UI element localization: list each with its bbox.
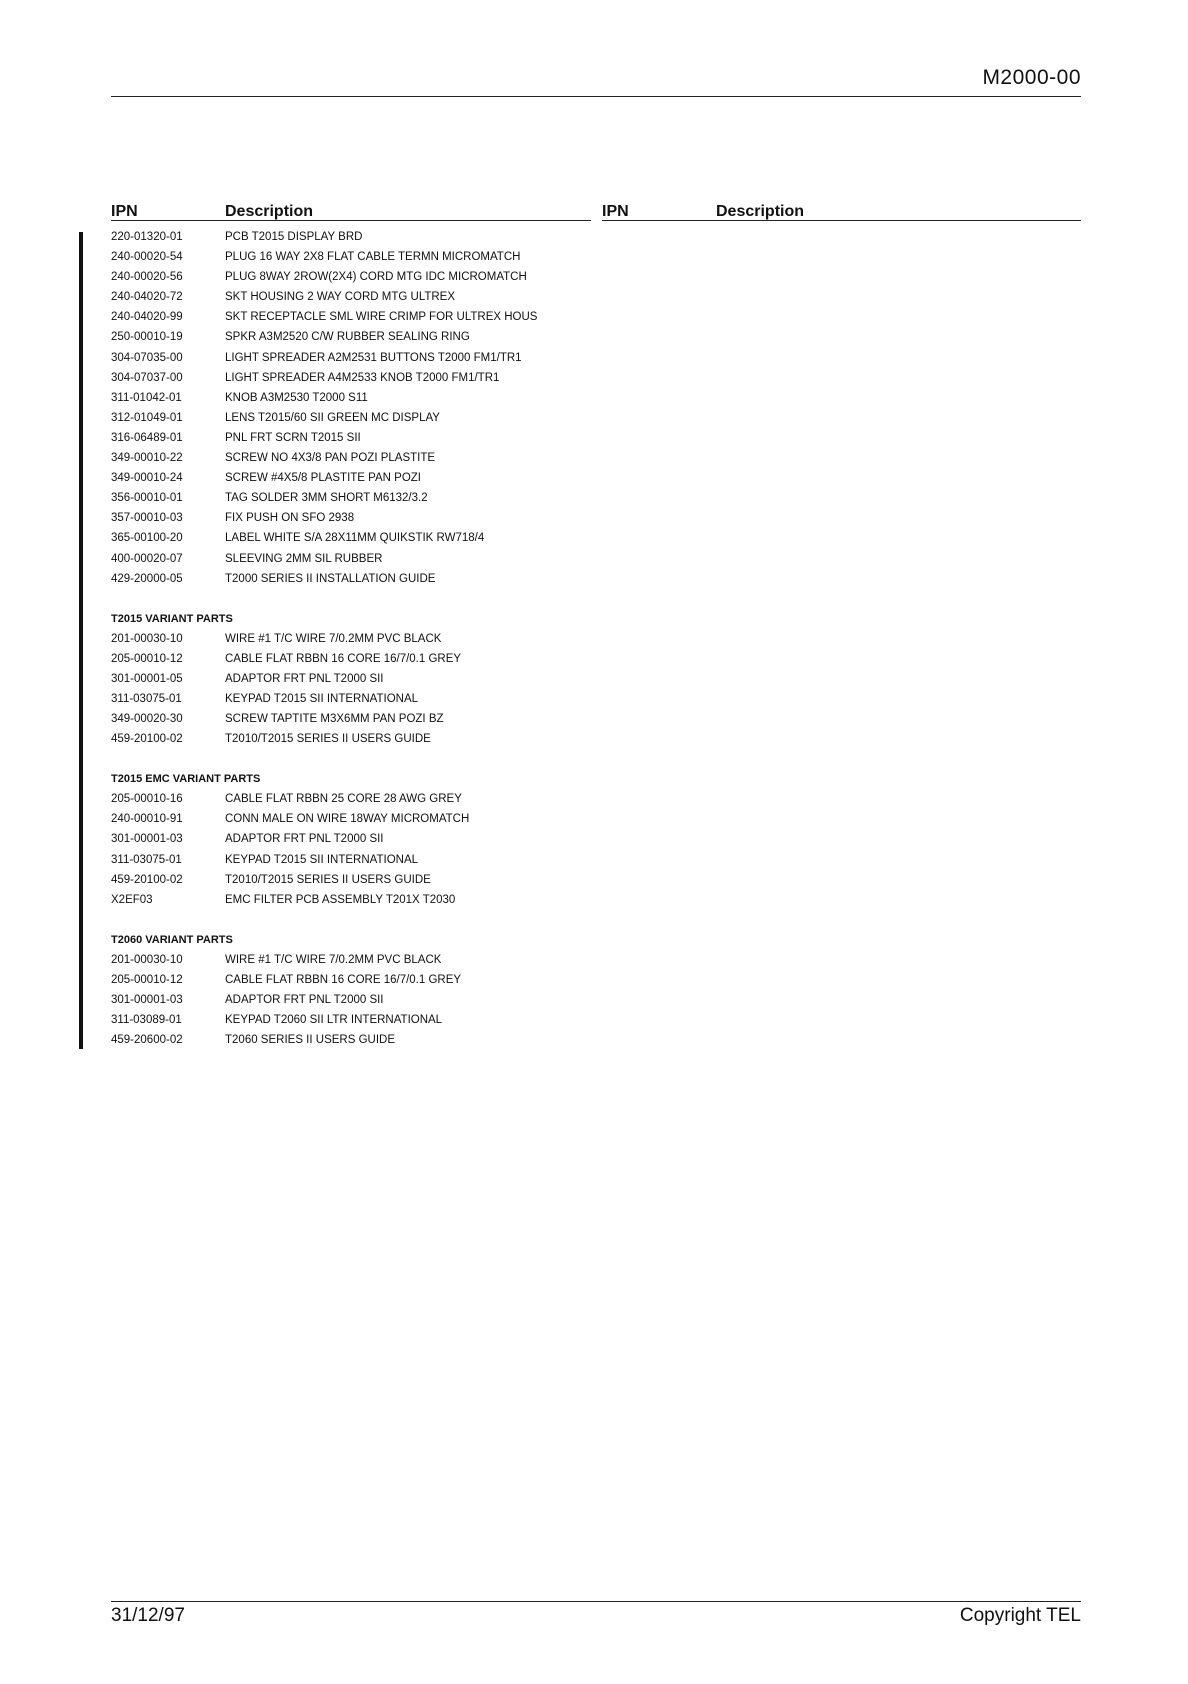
table-row: [111, 990, 591, 1010]
part-description: PNL FRT SCRN T2015 SII: [225, 431, 361, 444]
table-row: [111, 488, 591, 508]
table-row: [111, 569, 591, 589]
table-row: [111, 368, 591, 388]
table-row: [111, 468, 591, 488]
part-ipn: 311-03075-01: [111, 692, 182, 705]
part-ipn: 240-04020-72: [111, 291, 183, 304]
part-description: SCREW #4X5/8 PLASTITE PAN POZI: [225, 472, 421, 485]
part-description: PLUG 16 WAY 2X8 FLAT CABLE TERMN MICROMATCH: [225, 251, 521, 264]
part-ipn: 349-00020-30: [111, 713, 183, 726]
part-ipn: 201-00030-10: [111, 953, 183, 966]
table-row: [111, 729, 591, 749]
table-row: [111, 1030, 591, 1050]
part-ipn: 304-07037-00: [111, 371, 183, 384]
part-ipn: 205-00010-12: [111, 973, 183, 986]
part-description: KNOB A3M2530 T2000 S11: [225, 391, 368, 404]
part-description: PCB T2015 DISPLAY BRD: [225, 231, 363, 243]
table-row: [111, 448, 591, 468]
part-ipn: 311-01042-01: [111, 391, 182, 404]
part-ipn: 311-03075-01: [111, 853, 182, 866]
part-description: PLUG 8WAY 2ROW(2X4) CORD MTG IDC MICROMATCH: [225, 271, 527, 284]
header-rule: [111, 96, 1081, 97]
table-row: [111, 890, 591, 910]
part-ipn: 311-03089-01: [111, 1014, 182, 1027]
table-row: [111, 549, 591, 569]
part-description: WIRE #1 T/C WIRE 7/0.2MM PVC BLACK: [225, 953, 442, 966]
table-row: [111, 950, 591, 970]
table-row: [111, 428, 591, 448]
part-ipn: 356-00010-01: [111, 492, 183, 505]
left-description-heading: Description: [225, 203, 314, 220]
part-description: CABLE FLAT RBBN 25 CORE 28 AWG GREY: [225, 793, 462, 806]
part-ipn: 316-06489-01: [111, 431, 183, 444]
part-ipn: 250-00010-19: [111, 331, 183, 344]
revision-change-bar: [79, 232, 83, 1049]
part-description: LIGHT SPREADER A2M2531 BUTTONS T2000 FM1/TR1: [225, 351, 522, 364]
table-row: [111, 850, 591, 870]
part-ipn: X2EF03: [111, 893, 153, 906]
part-ipn: 459-20600-02: [111, 1034, 183, 1047]
table-row: [111, 348, 591, 368]
part-description: KEYPAD T2015 SII INTERNATIONAL: [225, 853, 419, 866]
part-description: CABLE FLAT RBBN 16 CORE 16/7/0.1 GREY: [225, 652, 462, 665]
part-description: SCREW NO 4X3/8 PAN POZI PLASTITE: [225, 452, 436, 465]
part-description: LABEL WHITE S/A 28X11MM QUIKSTIK RW718/4: [225, 532, 485, 545]
part-description: ADAPTOR FRT PNL T2000 SII: [225, 833, 384, 846]
table-row: [111, 267, 591, 287]
table-row: [111, 227, 591, 247]
part-description: SKT RECEPTACLE SML WIRE CRIMP FOR ULTREX HOUS: [225, 311, 538, 324]
part-description: T2000 SERIES II INSTALLATION GUIDE: [225, 572, 436, 585]
parts-list: [111, 227, 591, 1050]
table-row: [111, 528, 591, 548]
part-ipn: 459-20100-02: [111, 873, 183, 886]
part-ipn: 240-04020-99: [111, 311, 183, 324]
right-heading-rule: [602, 220, 1081, 221]
part-description: CONN MALE ON WIRE 18WAY MICROMATCH: [225, 813, 470, 826]
part-description: SLEEVING 2MM SIL RUBBER: [225, 552, 383, 565]
part-ipn: 301-00001-03: [111, 994, 183, 1006]
part-description: ADAPTOR FRT PNL T2000 SII: [225, 994, 384, 1006]
part-description: T2010/T2015 SERIES II USERS GUIDE: [225, 873, 431, 886]
part-description: SCREW TAPTITE M3X6MM PAN POZI BZ: [225, 713, 444, 726]
section-title: T2060 VARIANT PARTS: [111, 933, 233, 946]
table-row: [111, 809, 591, 829]
table-row: [111, 247, 591, 267]
footer-rule: [111, 1601, 1081, 1602]
table-row: [111, 870, 591, 890]
part-ipn: 349-00010-22: [111, 452, 183, 465]
part-ipn: 304-07035-00: [111, 351, 183, 364]
part-ipn: 400-00020-07: [111, 552, 183, 565]
right-description-heading: Description: [716, 203, 805, 220]
part-ipn: 301-00001-03: [111, 833, 183, 846]
section-title: T2015 VARIANT PARTS: [111, 612, 233, 625]
part-description: KEYPAD T2060 SII LTR INTERNATIONAL: [225, 1014, 443, 1027]
table-row: [111, 408, 591, 428]
section-title: T2015 EMC VARIANT PARTS: [111, 773, 261, 786]
document-number: M2000-00: [982, 66, 1081, 89]
part-ipn: 201-00030-10: [111, 632, 183, 645]
table-row: [111, 327, 591, 347]
part-ipn: 205-00010-16: [111, 793, 183, 806]
left-ipn-heading: IPN: [111, 203, 138, 220]
table-row: [111, 508, 591, 528]
table-row: [111, 829, 591, 849]
part-description: KEYPAD T2015 SII INTERNATIONAL: [225, 692, 419, 705]
part-ipn: 459-20100-02: [111, 733, 183, 746]
table-row: [111, 1010, 591, 1030]
footer-copyright: Copyright TEL: [959, 1605, 1081, 1626]
table-row: [111, 629, 591, 649]
part-description: ADAPTOR FRT PNL T2000 SII: [225, 672, 384, 685]
part-ipn: 365-00100-20: [111, 532, 183, 545]
table-row: [111, 287, 591, 307]
table-row: [111, 689, 591, 709]
part-description: LIGHT SPREADER A4M2533 KNOB T2000 FM1/TR1: [225, 371, 500, 384]
part-description: CABLE FLAT RBBN 16 CORE 16/7/0.1 GREY: [225, 973, 462, 986]
part-ipn: 240-00020-56: [111, 271, 183, 284]
part-description: T2060 SERIES II USERS GUIDE: [225, 1034, 396, 1047]
table-row: [111, 388, 591, 408]
right-ipn-heading: IPN: [602, 203, 629, 220]
part-ipn: 312-01049-01: [111, 411, 183, 424]
part-description: SKT HOUSING 2 WAY CORD MTG ULTREX: [225, 291, 456, 304]
table-row: [111, 307, 591, 327]
part-description: T2010/T2015 SERIES II USERS GUIDE: [225, 733, 431, 746]
footer-date: 31/12/97: [111, 1605, 185, 1626]
part-ipn: 240-00020-54: [111, 251, 183, 264]
table-row: [111, 789, 591, 809]
part-ipn: 357-00010-03: [111, 512, 183, 525]
table-row: [111, 649, 591, 669]
part-ipn: 349-00010-24: [111, 472, 183, 485]
table-row: [111, 970, 591, 990]
table-row: [111, 669, 591, 689]
part-description: TAG SOLDER 3MM SHORT M6132/3.2: [225, 492, 428, 505]
part-description: LENS T2015/60 SII GREEN MC DISPLAY: [225, 411, 440, 424]
part-ipn: 301-00001-05: [111, 672, 183, 685]
part-ipn: 240-00010-91: [111, 813, 183, 826]
part-description: FIX PUSH ON SFO 2938: [225, 512, 355, 525]
part-ipn: 429-20000-05: [111, 572, 183, 585]
part-description: WIRE #1 T/C WIRE 7/0.2MM PVC BLACK: [225, 632, 442, 645]
part-ipn: 205-00010-12: [111, 652, 183, 665]
part-ipn: 220-01320-01: [111, 231, 183, 243]
part-description: SPKR A3M2520 C/W RUBBER SEALING RING: [225, 331, 470, 344]
table-row: [111, 709, 591, 729]
part-description: EMC FILTER PCB ASSEMBLY T201X T2030: [225, 893, 456, 906]
left-heading-rule: [111, 220, 591, 221]
